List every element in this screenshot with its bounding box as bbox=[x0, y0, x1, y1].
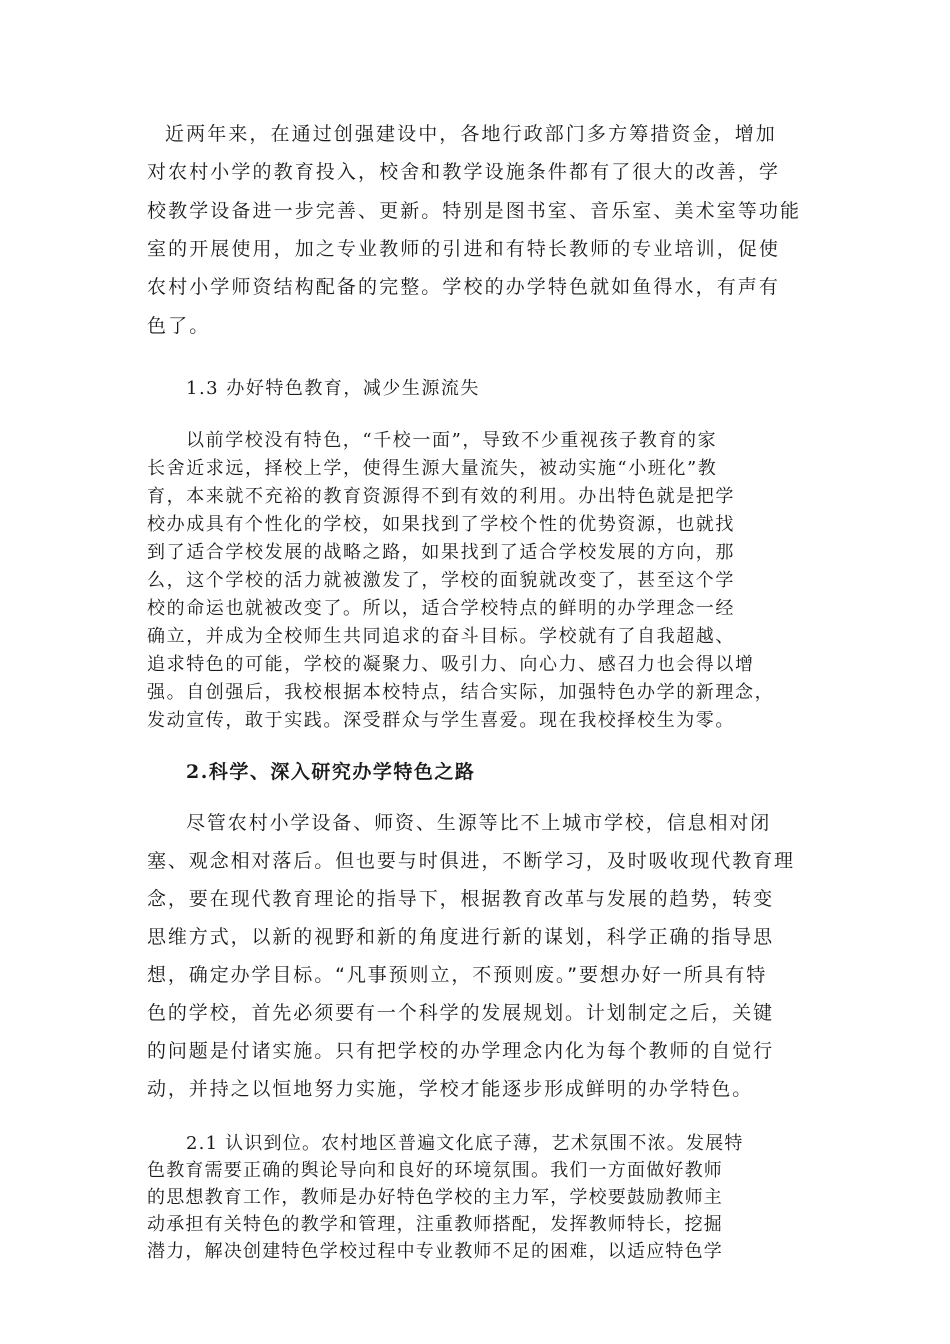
text-line: 潜力，解决创建特色学校过程中专业教师不足的困难，以适应特色学 bbox=[147, 1241, 723, 1262]
text-line: 尽管农村小学设备、师资、生源等比不上城市学校，信息相对闭 bbox=[186, 812, 772, 834]
text-line: 的问题是付诸实施。只有把学校的办学理念内化为每个教师的自觉行 bbox=[147, 1040, 775, 1062]
text-line: 农村小学师资结构配备的完整。学校的办学特色就如鱼得水，有声有 bbox=[147, 276, 781, 298]
text-line: 么，这个学校的活力就被激发了，学校的面貌就改变了，甚至这个学 bbox=[147, 570, 735, 591]
text-line: 确立，并成为全校师生共同追求的奋斗目标。学校就有了自我超越、 bbox=[147, 626, 735, 647]
text-line: 室的开展使用，加之专业教师的引进和有特长教师的专业培训，促使 bbox=[147, 238, 781, 260]
text-line: 色教育需要正确的舆论导向和良好的环境氛围。我们一方面做好教师 bbox=[147, 1160, 723, 1181]
section-heading-1-3: 1.3 办好特色教育，减少生源流失 bbox=[186, 378, 480, 399]
text-line: 到了适合学校发展的战略之路，如果找到了适合学校发展的方向，那 bbox=[147, 542, 735, 563]
text-line: 对农村小学的教育投入，校舍和教学设施条件都有了很大的改善，学 bbox=[147, 161, 781, 183]
section-heading-2: 2.科学、深入研究办学特色之路 bbox=[186, 761, 476, 783]
text-line: 发动宣传，敢于实践。深受群众与学生喜爱。现在我校择校生为零。 bbox=[147, 710, 735, 731]
text-line: 想，确定办学目标。“凡事预则立，不预则废。”要想办好一所具有特 bbox=[147, 964, 768, 986]
text-line: 校的命运也就被改变了。所以，适合学校特点的鲜明的办学理念一经 bbox=[147, 598, 735, 619]
text-line: 近两年来，在通过创强建设中，各地行政部门多方筹措资金，增加 bbox=[165, 123, 777, 145]
text-line: 以前学校没有特色，“千校一面”，导致不少重视孩子教育的家 bbox=[186, 430, 718, 451]
text-line: 塞、观念相对落后。但也要与时俱进，不断学习，及时吸收现代教育理 bbox=[147, 850, 795, 872]
text-line: 动，并持之以恒地努力实施，学校才能逐步形成鲜明的办学特色。 bbox=[147, 1078, 754, 1100]
text-line: 校办成具有个性化的学校，如果找到了学校个性的优势资源，也就找 bbox=[147, 514, 735, 535]
text-line: 的思想教育工作，教师是办好特色学校的主力军，学校要鼓励教师主 bbox=[147, 1187, 723, 1208]
text-line: 校教学设备进一步完善、更新。特别是图书室、音乐室、美术室等功能 bbox=[147, 200, 802, 222]
text-line: 动承担有关特色的教学和管理，注重教师搭配，发挥教师特长，挖掘 bbox=[147, 1214, 723, 1235]
text-line: 色的学校，首先必须要有一个科学的发展规划。计划制定之后，关键 bbox=[147, 1002, 775, 1024]
text-line: 追求特色的可能，学校的凝聚力、吸引力、向心力、感召力也会得以增 bbox=[147, 654, 755, 675]
text-line: 育，本来就不充裕的教育资源得不到有效的利用。办出特色就是把学 bbox=[147, 486, 735, 507]
text-line: 2.1 认识到位。农村地区普遍文化底子薄，艺术氛围不浓。发展特 bbox=[186, 1133, 744, 1154]
text-line: 念，要在现代教育理论的指导下，根据教育改革与发展的趋势，转变 bbox=[147, 888, 775, 910]
text-line: 强。自创强后，我校根据本校特点，结合实际，加强特色办学的新理念， bbox=[147, 682, 775, 703]
text-line: 色了。 bbox=[147, 315, 211, 337]
text-line: 思维方式，以新的视野和新的角度进行新的谋划，科学正确的指导思 bbox=[147, 926, 775, 948]
text-line: 长舍近求远，择校上学，使得生源大量流失，被动实施“小班化”教 bbox=[147, 458, 718, 479]
